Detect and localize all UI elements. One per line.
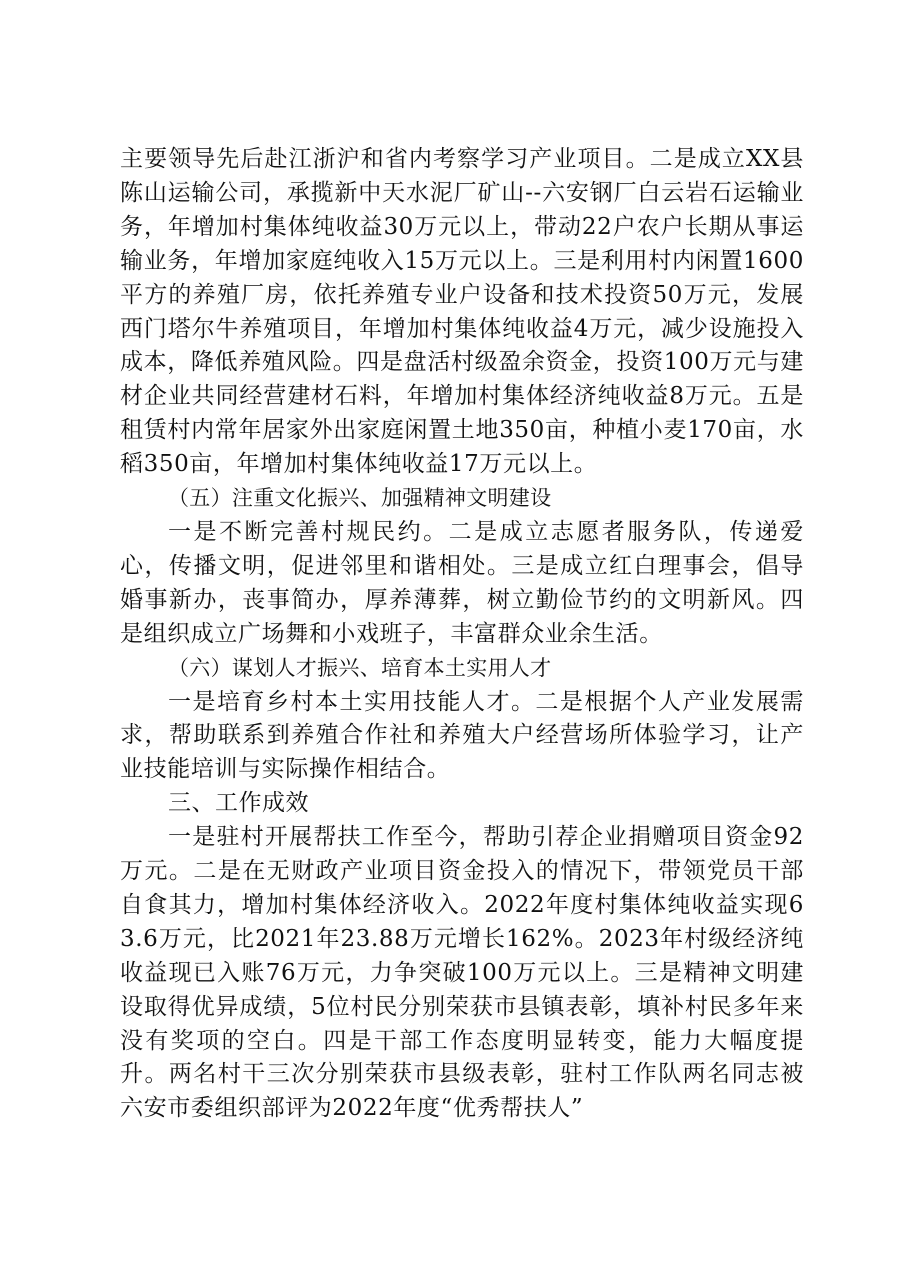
section-heading-results: 三、工作成效 (168, 790, 309, 817)
paragraph-culture: 一是不断完善村规民约。二是成立志愿者服务队，传递爱心，传播文明，促进邻里和谐相处。三是成立红白理事会，倡导婚事新办，丧事简办，厚养薄葬，树立勤俭节约的文明新风。四是组织成立广场舞和小戏班子，丰富群众业余生活。 (120, 518, 804, 647)
section-heading-talent: （六）谋划人才振兴、培育本土实用人才 (168, 655, 552, 680)
document-body (120, 143, 804, 1126)
paragraph-talent: 一是培育乡村本土实用技能人才。二是根据个人产业发展需求，帮助联系到养殖合作社和养殖大户经营场所体验学习，让产业技能培训与实际操作相结合。 (120, 688, 804, 783)
paragraph-industry-projects: 主要领导先后赴江浙沪和省内考察学习产业项目。二是成立XX县陈山运输公司，承揽新中天水泥厂矿山--六安钢厂白云岩石运输业务，年增加村集体纯收益30万元以上，带动22户农户长期从事运输业务，年增加家庭纯收入15万元以上。三是利用村内闲置1600平方的养殖厂房，依托养殖专业户设备和技术投资50万元，发展西门塔尔牛养殖项目，年增加村集体纯收益4万元，减少设施投入成本，降低养殖风险。四是盘活村级盈余资金，投资100万元与建材企业共同经营建材石料，年增加村集体经济纯收益8万元。五是租赁村内常年居家外出家庭闲置土地350亩，种植小麦170亩，水稻350亩，年增加村集体纯收益17万元以上。 (120, 146, 804, 478)
paragraph-results: 一是驻村开展帮扶工作至今，帮助引荐企业捐赠项目资金92万元。二是在无财政产业项目资金投入的情况下，带领党员干部自食其力，增加村集体经济收入。2022年度村集体纯收益实现63.6万元，比2021年23.88万元增长162%。2023年村级经济纯收益现已入账76万元，力争突破100万元以上。三是精神文明建设取得优异成绩，5位村民分别荣获市县镇表彰，填补村民多年来没有奖项的空白。四是干部工作态度明显转变，能力大幅度提升。两名村干三次分别荣获市县级表彰，驻村工作队两名同志被六安市委组织部评为2022年度“优秀帮扶人” (120, 824, 804, 1122)
section-heading-culture: （五）注重文化振兴、加强精神文明建设 (168, 486, 552, 511)
